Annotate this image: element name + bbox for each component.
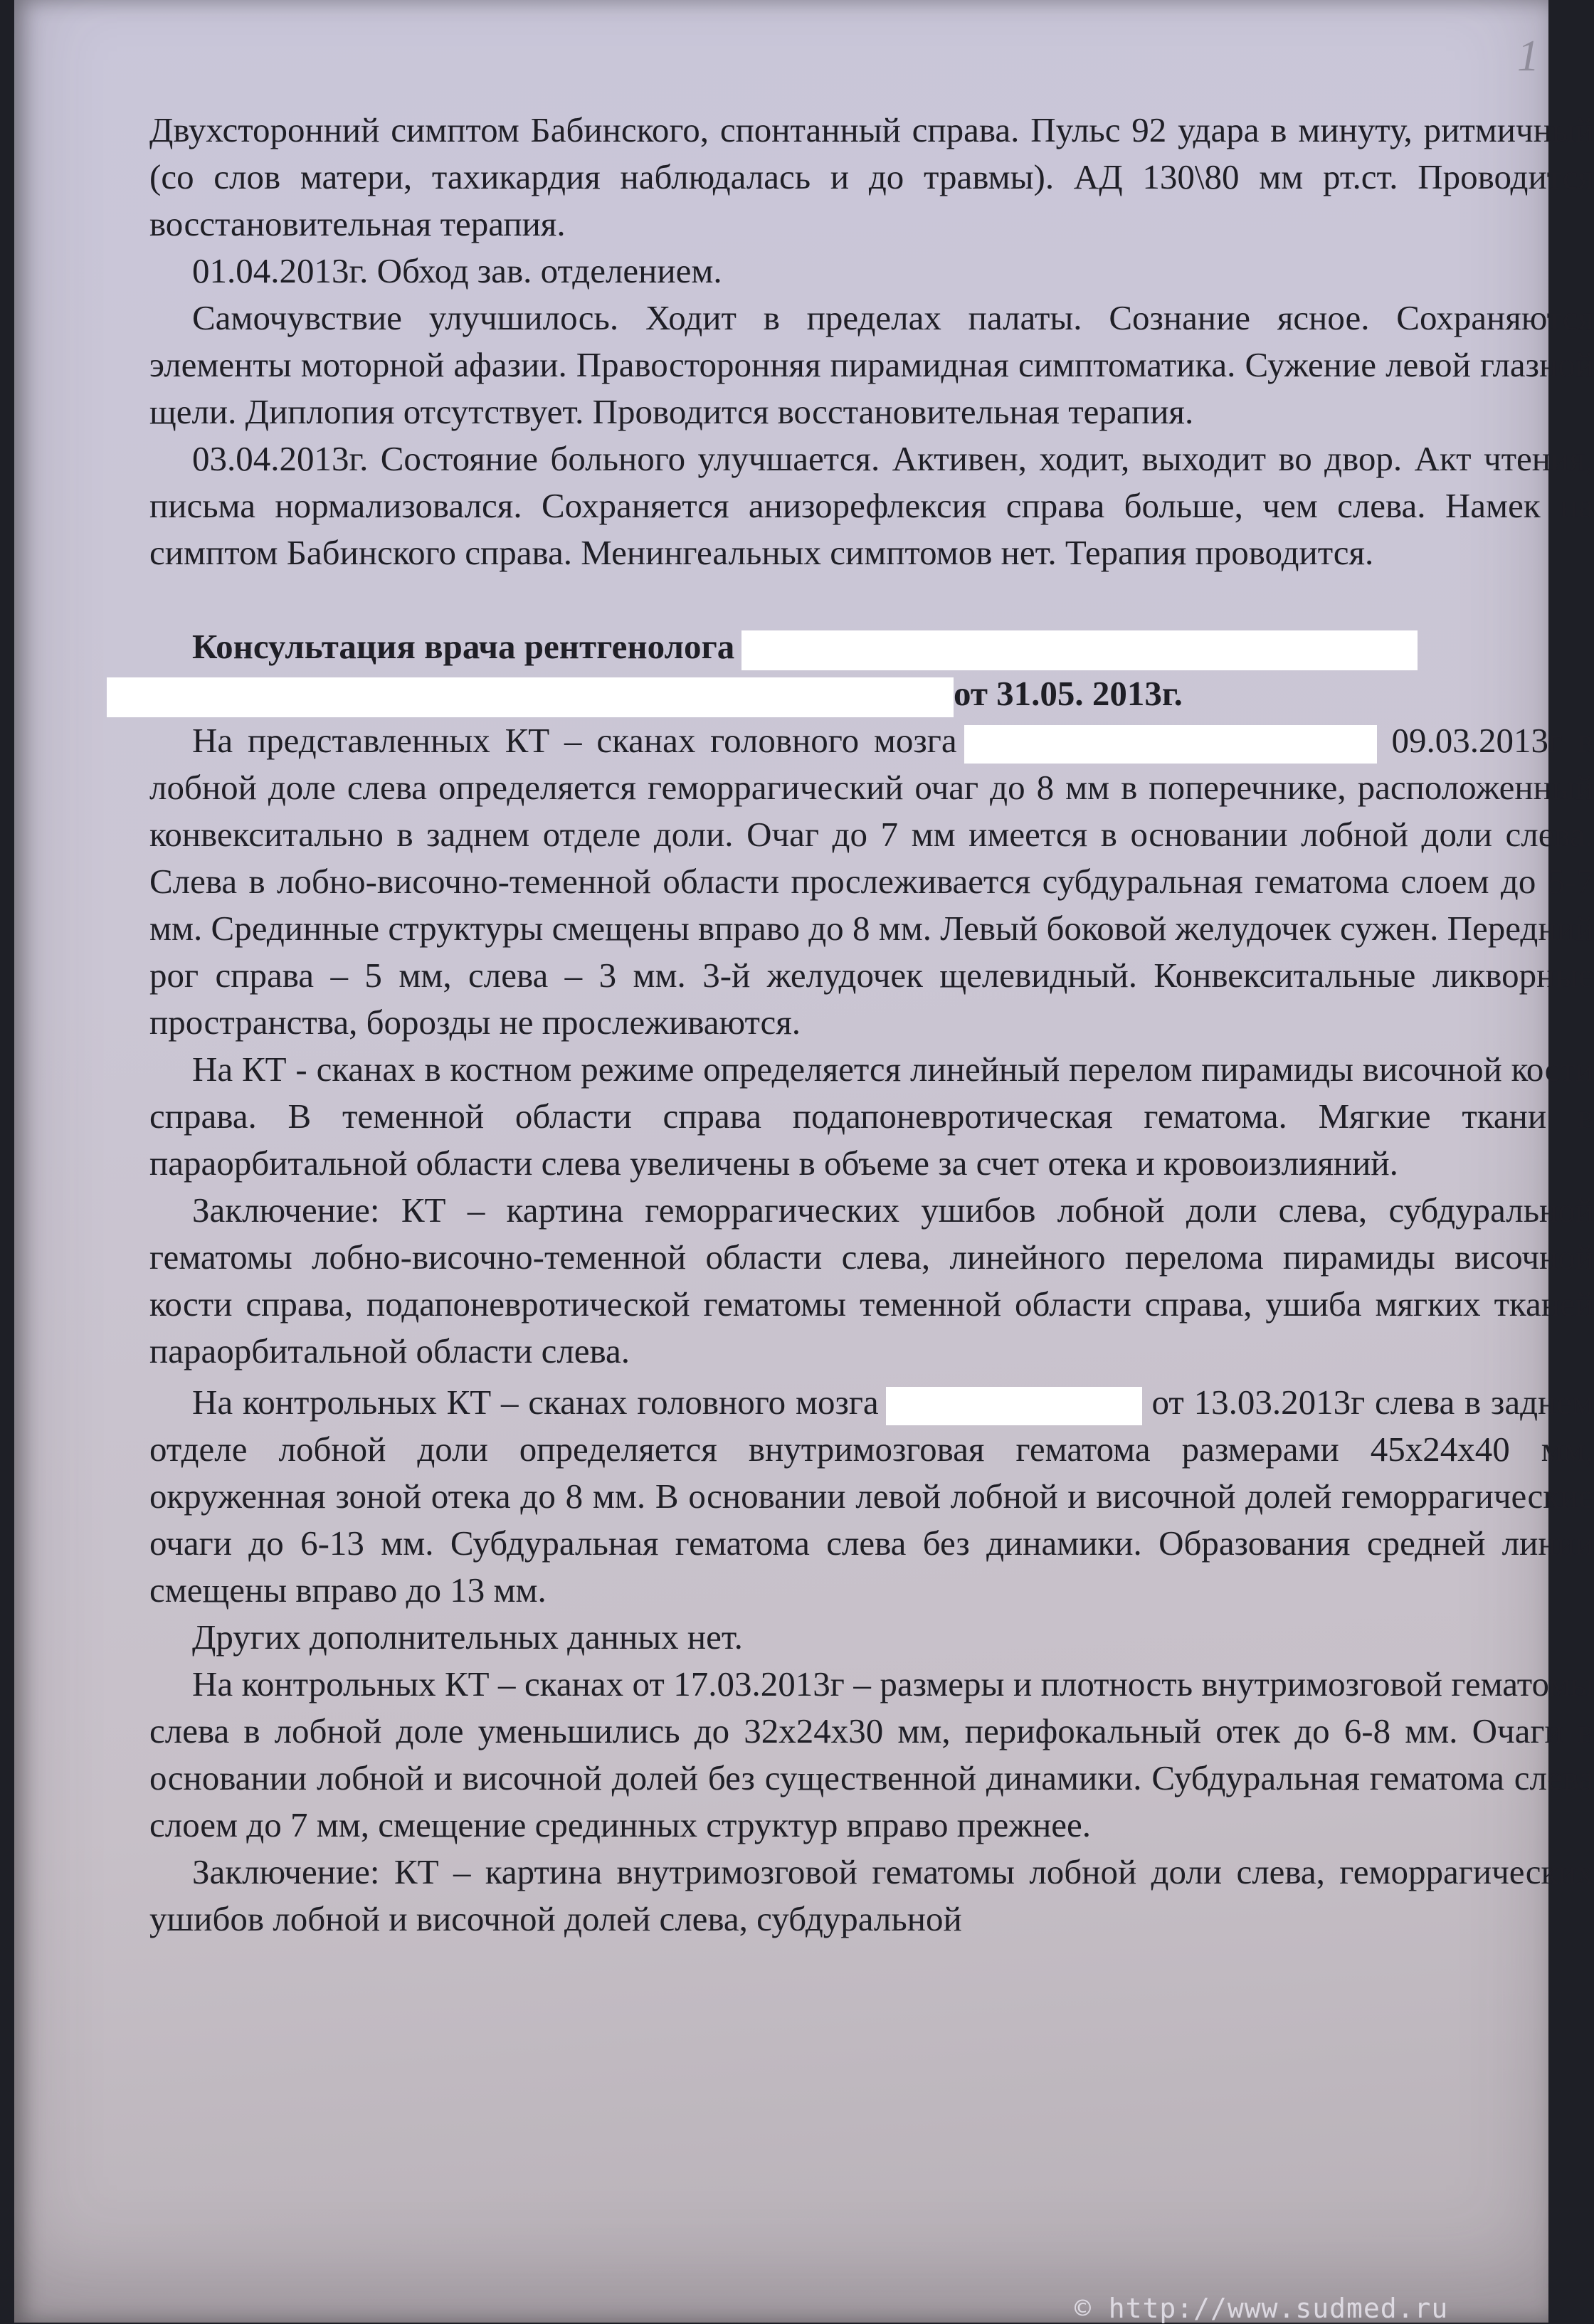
redaction-box bbox=[107, 677, 954, 717]
paragraph-ct-initial bbox=[149, 717, 1594, 1046]
paragraph-babinski: Двухсторонний симптом Бабинского, спонтанный справа. Пульс 92 удара в минуту, ритмичный (со слов матери, тахикардия наблюдалась и до травмы). АД 130\80 мм рт.ст. Проводится восстановительная терапия. bbox=[149, 110, 1594, 243]
consult-heading-line bbox=[192, 623, 1594, 670]
paragraph-conclusion-2: Заключение: КТ – картина внутримозговой гематомы лобной доли слева, геморрагических ушибов лобной и височной долей слева, субдуральной bbox=[149, 1852, 1594, 1938]
paragraph-wellbeing: Самочувствие улучшилось. Ходит в пределах палаты. Сознание ясное. Сохраняются элементы моторной афазии. Правосторонняя пирамидная симптоматика. Сужение левой глазной щели. Диплопия отсутствует. Проводится восстановительная терапия. bbox=[149, 298, 1594, 431]
consult-date-line bbox=[149, 670, 1594, 717]
paragraph-ct-control-2: На контрольных КТ – сканах от 17.03.2013г – размеры и плотность внутримозговой гематомы слева в лобной доле уменьшились до 32х24х30 мм, перифокальный отек до 6-8 мм. Очаги в основании лобной и височной долей без существенной динамики. Субдуральная гематома слева слоем до 7 мм, смещение срединных структур вправо прежнее. bbox=[149, 1664, 1594, 1844]
ct1-prefix: На представленных КТ – сканах головного мозга bbox=[192, 721, 957, 760]
paragraph-conclusion-1: Заключение: КТ – картина геморрагических ушибов лобной доли слева, субдуральной гематомы лобно-височно-теменной области слева, линейного перелома пирамиды височной кости справа, подапоневротической гематомы теменной области справа, ушиба мягких тканей параорбитальной области слева. bbox=[149, 1190, 1594, 1370]
ct1-rest: 09.03.2013г в лобной доле слева определяется геморрагический очаг до 8 мм в поперечнике, расположенный конвекситально в заднем отделе доли. Очаг до 7 мм имеется в основании лобной доли слева. Слева в лобно-височно-теменной области прослеживается субдуральная гематома слоем до 5-7 мм. Срединные структуры смещены вправо до 8 мм. Левый боковой желудочек сужен. Передний рог справа – 5 мм, слева – 3 мм. 3-й желудочек щелевидный. Конвекситальные ликворные пространства, борозды не прослеживаются. bbox=[149, 721, 1594, 1042]
ct3-prefix: На контрольных КТ – сканах головного мозга bbox=[192, 1383, 879, 1422]
redaction-box bbox=[741, 630, 1418, 670]
document-body bbox=[149, 107, 1594, 1943]
redaction-box bbox=[886, 1387, 1142, 1425]
consult-heading: Консультация врача рентгенолога bbox=[192, 627, 735, 666]
paragraph-condition: 03.04.2013г. Состояние больного улучшается. Активен, ходит, выходит во двор. Акт чтения, письма нормализовался. Сохраняется анизорефлексия справа больше, чем слева. Намек на симптом Бабинского справа. Менингеальных симптомов нет. Терапия проводится. bbox=[149, 439, 1594, 572]
site-watermark: © http://www.sudmed.ru bbox=[1075, 2293, 1449, 2324]
ct3-rest: слева в заднем отделе лобной доли определяется внутримозговая гематома размерами 45х24х40 мм, окруженная зоной отека до 8 мм. В основании левой лобной и височной долей геморрагические очаги до 6-13 мм. Субдуральная гематома слева без динамики. Образования средней линии смещены вправо до 13 мм. bbox=[149, 1383, 1594, 1610]
ct3-date: от 13.03.2013г bbox=[1151, 1383, 1366, 1422]
consult-date: от 31.05. 2013г. bbox=[954, 674, 1183, 713]
redaction-box bbox=[964, 725, 1377, 764]
paragraph-ct-control-1 bbox=[149, 1379, 1594, 1614]
paragraph-ct-bone: На КТ - сканах в костном режиме определяется линейный перелом пирамиды височной кости справа. В теменной области справа подапоневротическая гематома. Мягкие ткани в параорбитальной области слева увеличены в объеме за счет отека и кровоизлияний. bbox=[149, 1050, 1594, 1183]
paragraph-round-date: 01.04.2013г. Обход зав. отделением. bbox=[192, 251, 722, 290]
page-number: 1 bbox=[1517, 32, 1539, 80]
paragraph-no-data: Других дополнительных данных нет. bbox=[192, 1617, 743, 1657]
document-page bbox=[14, 0, 1594, 2324]
